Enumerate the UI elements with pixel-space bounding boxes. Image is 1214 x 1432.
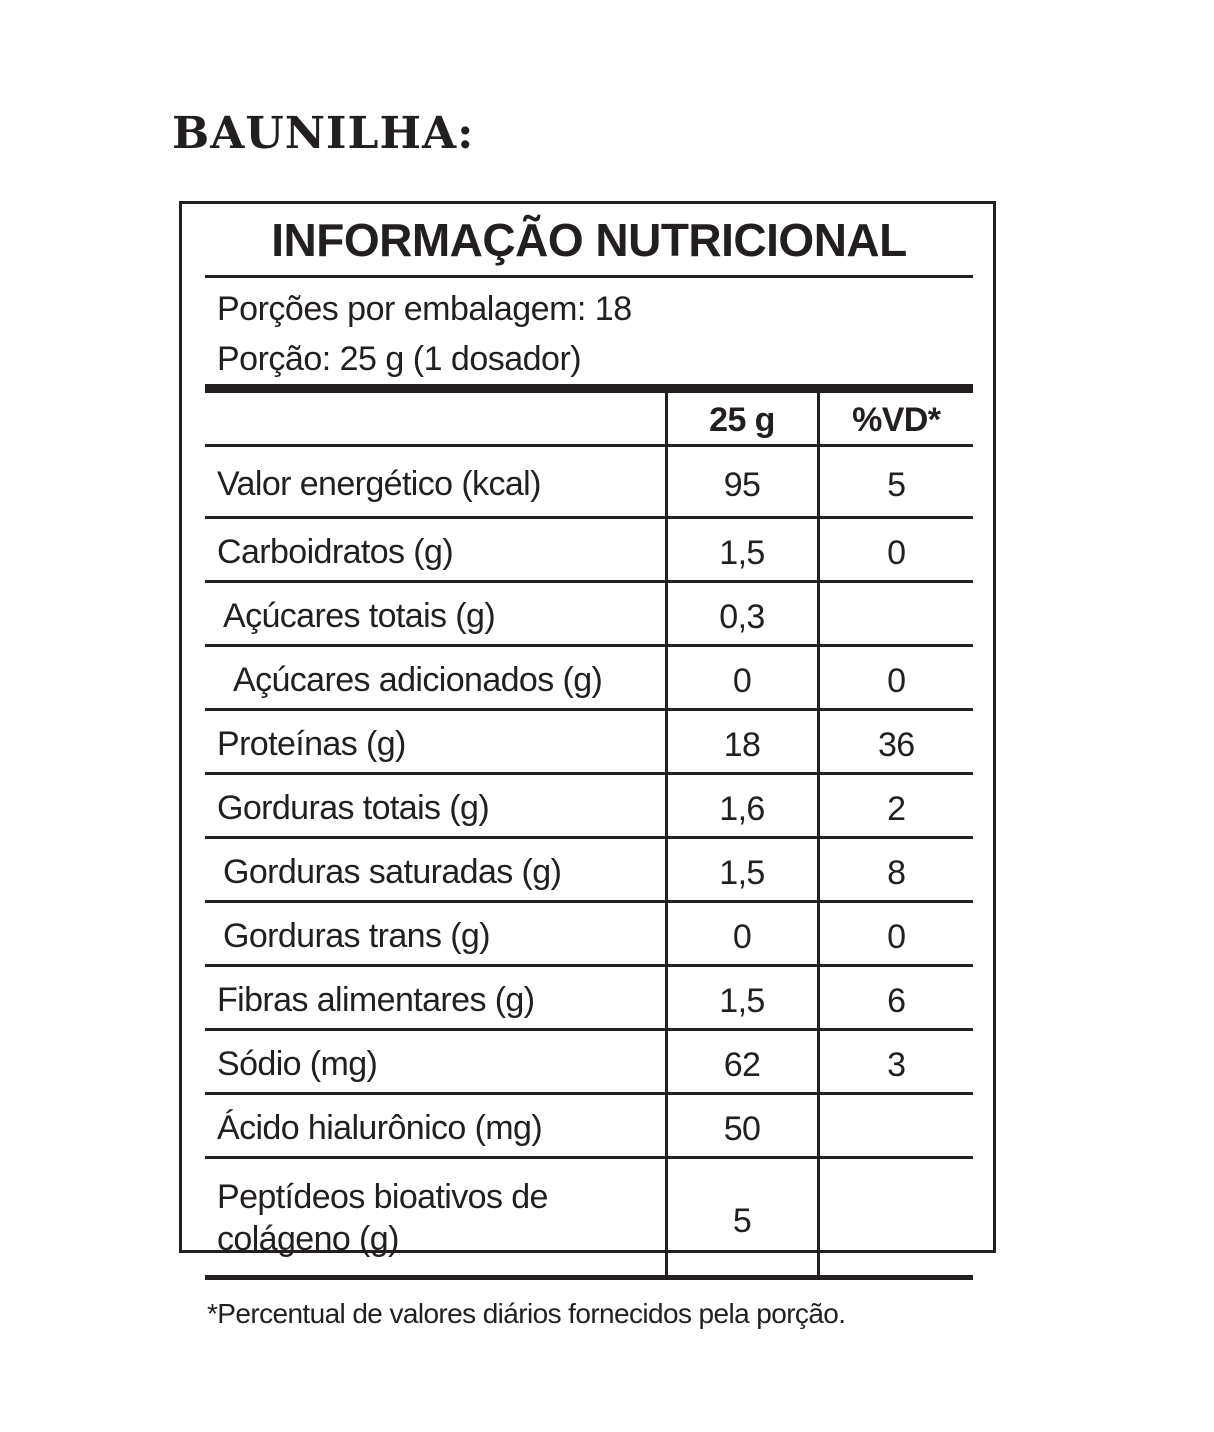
table-row [205,1094,973,1158]
table-row [205,902,973,966]
table-row [205,966,973,1030]
nutrient-daily-value: 3 [818,1030,973,1094]
nutrient-amount: 62 [666,1030,818,1094]
table-row [205,710,973,774]
nutrient-amount: 1,5 [666,518,818,582]
nutrient-daily-value [818,1094,973,1158]
table-row [205,774,973,838]
nutrient-name: Fibras alimentares (g) [205,966,666,1030]
table-row [205,1158,973,1278]
nutrient-amount: 5 [666,1158,818,1278]
nutrient-amount: 1,5 [666,838,818,902]
nutrient-name: Ácido hialurônico (mg) [205,1094,666,1158]
nutrient-amount: 95 [666,446,818,518]
nutrient-daily-value: 8 [818,838,973,902]
servings-per-package: Porções por embalagem: 18 [217,290,632,328]
nutrient-daily-value [818,582,973,646]
nutrient-name: Açúcares adicionados (g) [205,646,666,710]
nutrient-name: Açúcares totais (g) [205,582,666,646]
serving-size: Porção: 25 g (1 dosador) [217,340,582,378]
nutrient-amount: 1,5 [666,966,818,1030]
nutrient-amount: 0 [666,646,818,710]
nutrient-daily-value: 6 [818,966,973,1030]
header-daily-value: %VD* [818,393,973,446]
table-row [205,646,973,710]
nutrient-name: Sódio (mg) [205,1030,666,1094]
nutrient-daily-value: 5 [818,446,973,518]
table-row [205,838,973,902]
nutrient-name: Carboidratos (g) [205,518,666,582]
nutrient-name: Valor energético (kcal) [205,446,666,518]
flavor-title: BAUNILHA: [172,108,475,159]
nutrient-amount: 0,3 [666,582,818,646]
nutrient-name: Peptídeos bioativos de colágeno (g) [205,1158,666,1278]
label-heading: INFORMAÇÃO NUTRICIONAL [205,204,973,278]
nutrient-daily-value: 0 [818,902,973,966]
header-amount: 25 g [666,393,818,446]
nutrient-amount: 1,6 [666,774,818,838]
nutrient-daily-value: 0 [818,646,973,710]
nutrient-name: Gorduras trans (g) [205,902,666,966]
nutrient-daily-value [818,1158,973,1278]
table-row [205,1030,973,1094]
nutrient-name: Gorduras saturadas (g) [205,838,666,902]
nutrition-facts-label [179,201,996,1329]
nutrient-amount: 18 [666,710,818,774]
nutrient-daily-value: 36 [818,710,973,774]
nutrient-name: Gorduras totais (g) [205,774,666,838]
table-row [205,446,973,518]
nutrient-name: Proteínas (g) [205,710,666,774]
nutrient-amount: 50 [666,1094,818,1158]
nutrient-daily-value: 2 [818,774,973,838]
table-row [205,518,973,582]
nutrient-daily-value: 0 [818,518,973,582]
nutrition-facts-content [205,204,973,1330]
table-row [205,582,973,646]
footnote: *Percentual de valores diários fornecidos pela porção. [207,1298,846,1329]
nutrient-amount: 0 [666,902,818,966]
serving-info [205,278,973,383]
thick-divider [205,384,973,393]
nutrition-table [205,393,973,1280]
header-nutrient [205,393,666,446]
table-header-row [205,393,973,446]
